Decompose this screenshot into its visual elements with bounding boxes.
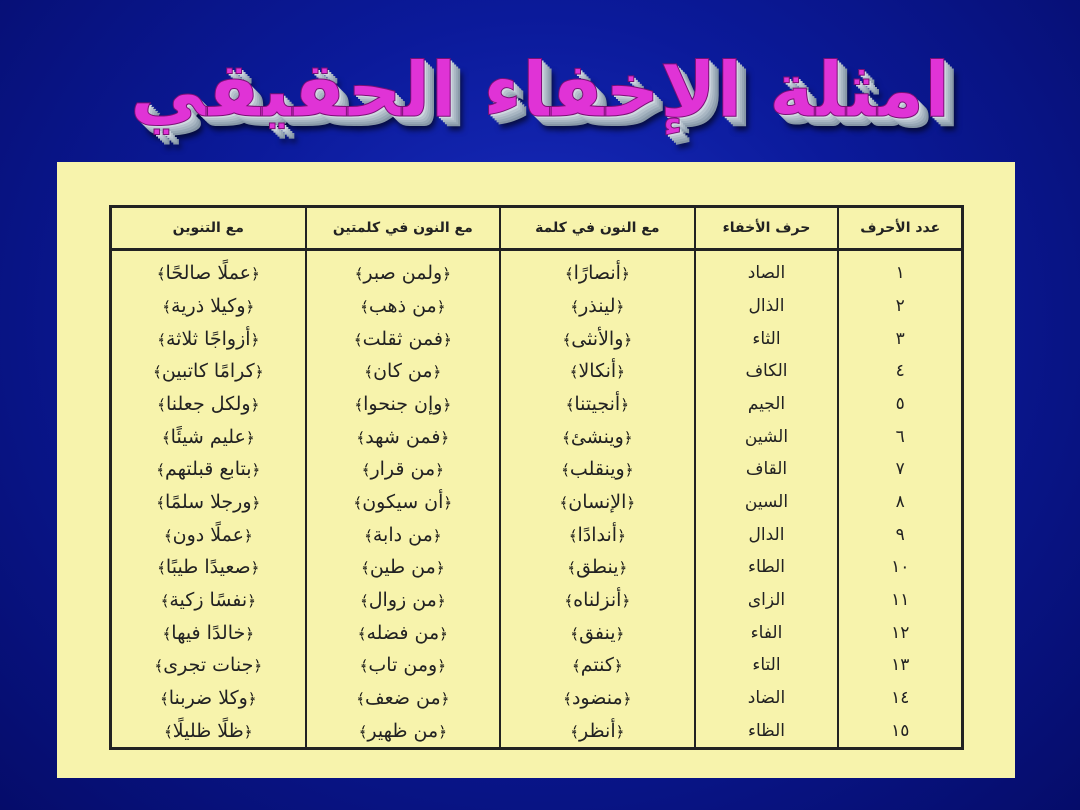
example-text: ظلًا ظليلًا bbox=[172, 719, 244, 742]
ikhfaa-letter: الطاء bbox=[695, 551, 839, 584]
ornate-bracket-icon: ﴿ bbox=[439, 624, 448, 643]
example-text: أندادًا bbox=[577, 523, 618, 546]
example-text: أنزلناه bbox=[573, 588, 622, 611]
ikhfaa-letter: الصاد bbox=[695, 250, 839, 290]
ornate-bracket-icon: ﴾ bbox=[162, 298, 172, 317]
row-number: ١٢ bbox=[838, 616, 962, 649]
ornate-bracket-icon: ﴾ bbox=[559, 493, 569, 512]
ornate-bracket-icon: ﴾ bbox=[570, 624, 580, 643]
ornate-bracket-icon: ﴿ bbox=[436, 591, 446, 610]
example-text: أزواجًا ثلاثة bbox=[165, 327, 251, 350]
header-noon-in-word: مع النون في كلمة bbox=[500, 207, 695, 250]
ornate-bracket-icon: ﴾ bbox=[354, 265, 364, 284]
example-text: ورجلا سلمًا bbox=[165, 490, 252, 513]
example-tanwin bbox=[111, 290, 306, 323]
row-number: ٦ bbox=[838, 420, 962, 453]
header-tanwin: مع التنوين bbox=[111, 207, 306, 250]
ornate-bracket-icon: ﴿ bbox=[615, 298, 625, 317]
example-text: من طين bbox=[369, 556, 436, 579]
row-number: ٤ bbox=[838, 355, 962, 388]
example-noon-in-word bbox=[500, 453, 695, 486]
ornate-bracket-icon: ﴿ bbox=[437, 657, 447, 676]
ikhfaa-letter: الضاد bbox=[695, 681, 839, 714]
ornate-bracket-icon: ﴿ bbox=[623, 428, 633, 447]
ornate-bracket-icon: ﴾ bbox=[569, 363, 579, 382]
row-number: ٣ bbox=[838, 322, 962, 355]
ornate-bracket-icon: ﴿ bbox=[616, 363, 625, 382]
ornate-bracket-icon: ﴿ bbox=[432, 526, 442, 545]
example-tanwin bbox=[111, 551, 306, 584]
ornate-bracket-icon: ﴾ bbox=[562, 330, 572, 349]
table-row bbox=[111, 388, 963, 421]
ornate-bracket-icon: ﴾ bbox=[156, 493, 166, 512]
ornate-bracket-icon: ﴿ bbox=[622, 689, 632, 708]
ornate-bracket-icon: ﴿ bbox=[245, 428, 255, 447]
ornate-bracket-icon: ﴾ bbox=[563, 689, 572, 708]
example-text: من ظهير bbox=[367, 719, 439, 742]
ornate-bracket-icon: ﴿ bbox=[253, 657, 263, 676]
ikhfaa-letter: الدال bbox=[695, 518, 839, 551]
ikhfaa-letter: التاء bbox=[695, 649, 839, 682]
ornate-bracket-icon: ﴿ bbox=[245, 298, 255, 317]
example-text: صعيدًا طيبًا bbox=[165, 556, 251, 579]
ornate-bracket-icon: ﴾ bbox=[561, 461, 570, 480]
example-tanwin bbox=[111, 453, 306, 486]
ornate-bracket-icon: ﴾ bbox=[565, 396, 575, 415]
example-noon-in-two-words bbox=[306, 681, 501, 714]
ornate-bracket-icon: ﴾ bbox=[571, 657, 581, 676]
ornate-bracket-icon: ﴾ bbox=[564, 265, 574, 284]
ornate-bracket-icon: ﴾ bbox=[157, 559, 166, 578]
row-number: ١ bbox=[838, 250, 962, 290]
table-header-row bbox=[111, 207, 963, 250]
row-number: ٢ bbox=[838, 290, 962, 323]
ornate-bracket-icon: ﴿ bbox=[254, 363, 264, 382]
example-text: من ضعف bbox=[364, 686, 441, 709]
example-noon-in-word bbox=[500, 388, 695, 421]
ornate-bracket-icon: ﴿ bbox=[243, 526, 253, 545]
ornate-bracket-icon: ﴾ bbox=[364, 363, 374, 382]
row-number: ١١ bbox=[838, 584, 962, 617]
example-text: أنصارًا bbox=[573, 262, 621, 285]
ornate-bracket-icon: ﴾ bbox=[353, 493, 363, 512]
ornate-bracket-icon: ﴾ bbox=[160, 591, 170, 610]
example-tanwin bbox=[111, 681, 306, 714]
table-row bbox=[111, 518, 963, 551]
ornate-bracket-icon: ﴿ bbox=[613, 657, 623, 676]
ornate-bracket-icon: ﴾ bbox=[357, 624, 367, 643]
ornate-bracket-icon: ﴿ bbox=[250, 559, 260, 578]
ornate-bracket-icon: ﴿ bbox=[617, 526, 626, 545]
ornate-bracket-icon: ﴿ bbox=[621, 591, 631, 610]
table-body bbox=[111, 250, 963, 749]
example-text: عليم شيئًا bbox=[170, 425, 246, 448]
ikhfaa-letter: السين bbox=[695, 486, 839, 519]
ornate-bracket-icon: ﴿ bbox=[442, 396, 452, 415]
header-noon-in-two-words: مع النون في كلمتين bbox=[306, 207, 501, 250]
example-text: من زوال bbox=[368, 588, 437, 611]
header-letter: حرف الأخفاء bbox=[695, 207, 839, 250]
example-tanwin bbox=[111, 250, 306, 290]
example-noon-in-word bbox=[500, 649, 695, 682]
example-text: وكلا ضربنا bbox=[168, 686, 248, 709]
ornate-bracket-icon: ﴿ bbox=[618, 559, 628, 578]
example-text: وإن جنحوا bbox=[363, 393, 443, 416]
example-text: ولمن صبر bbox=[363, 262, 443, 285]
ikhfaa-letter: الكاف bbox=[695, 355, 839, 388]
example-noon-in-word bbox=[500, 250, 695, 290]
example-text: أنجيتنا bbox=[574, 393, 621, 416]
example-text: أن سيكون bbox=[362, 490, 444, 513]
header-count: عدد الأحرف bbox=[838, 207, 962, 250]
ikhfaa-letter: الشين bbox=[695, 420, 839, 453]
example-tanwin bbox=[111, 322, 306, 355]
ornate-bracket-icon: ﴾ bbox=[163, 722, 173, 741]
ornate-bracket-icon: ﴿ bbox=[442, 265, 452, 284]
ornate-bracket-icon: ﴿ bbox=[247, 689, 257, 708]
row-number: ١٤ bbox=[838, 681, 962, 714]
ornate-bracket-icon: ﴾ bbox=[356, 689, 365, 708]
ikhfaa-letter: الزاى bbox=[695, 584, 839, 617]
table-row bbox=[111, 290, 963, 323]
example-text: كرامًا كاتبين bbox=[161, 360, 255, 383]
example-tanwin bbox=[111, 584, 306, 617]
table-row bbox=[111, 616, 963, 649]
ornate-bracket-icon: ﴾ bbox=[364, 526, 373, 545]
example-noon-in-word bbox=[500, 518, 695, 551]
example-tanwin bbox=[111, 518, 306, 551]
example-noon-in-two-words bbox=[306, 355, 501, 388]
ornate-bracket-icon: ﴾ bbox=[568, 526, 578, 545]
example-noon-in-word bbox=[500, 551, 695, 584]
example-text: والأنثى bbox=[571, 327, 624, 350]
example-text: عملًا دون bbox=[172, 523, 244, 546]
example-text: من فضله bbox=[366, 621, 440, 644]
ornate-bracket-icon: ﴾ bbox=[360, 298, 369, 317]
example-text: خالدًا فيها bbox=[171, 621, 246, 644]
example-noon-in-word bbox=[500, 584, 695, 617]
ornate-bracket-icon: ﴾ bbox=[163, 526, 173, 545]
example-tanwin bbox=[111, 388, 306, 421]
table-row bbox=[111, 355, 963, 388]
ikhfaa-letter: القاف bbox=[695, 453, 839, 486]
table-row bbox=[111, 420, 963, 453]
ornate-bracket-icon: ﴾ bbox=[156, 461, 166, 480]
example-noon-in-word bbox=[500, 714, 695, 748]
example-text: أنظر bbox=[578, 719, 616, 742]
ornate-bracket-icon: ﴾ bbox=[161, 428, 171, 447]
example-noon-in-two-words bbox=[306, 714, 501, 748]
example-text: أنكالا bbox=[578, 360, 617, 383]
ornate-bracket-icon: ﴿ bbox=[620, 265, 630, 284]
example-text: الإنسان bbox=[568, 490, 627, 513]
row-number: ٧ bbox=[838, 453, 962, 486]
ornate-bracket-icon: ﴾ bbox=[157, 330, 166, 349]
example-text: وينشئ bbox=[570, 425, 624, 448]
table-row bbox=[111, 551, 963, 584]
ornate-bracket-icon: ﴾ bbox=[567, 559, 577, 578]
example-noon-in-two-words bbox=[306, 616, 501, 649]
example-text: من كان bbox=[373, 360, 433, 383]
ornate-bracket-icon: ﴿ bbox=[436, 298, 446, 317]
ornate-bracket-icon: ﴿ bbox=[623, 330, 633, 349]
ornate-bracket-icon: ﴿ bbox=[443, 330, 452, 349]
ikhfaa-letter: الظاء bbox=[695, 714, 839, 748]
ornate-bracket-icon: ﴿ bbox=[247, 591, 256, 610]
example-noon-in-two-words bbox=[306, 388, 501, 421]
ornate-bracket-icon: ﴿ bbox=[435, 461, 444, 480]
example-noon-in-word bbox=[500, 616, 695, 649]
ikhfaa-table bbox=[109, 205, 964, 750]
ornate-bracket-icon: ﴾ bbox=[562, 428, 571, 447]
example-text: ومن تاب bbox=[368, 654, 438, 677]
ornate-bracket-icon: ﴿ bbox=[438, 722, 447, 741]
ornate-bracket-icon: ﴾ bbox=[157, 396, 166, 415]
ornate-bracket-icon: ﴿ bbox=[440, 689, 450, 708]
ornate-bracket-icon: ﴿ bbox=[432, 363, 442, 382]
row-number: ١٠ bbox=[838, 551, 962, 584]
ornate-bracket-icon: ﴾ bbox=[353, 330, 363, 349]
ornate-bracket-icon: ﴾ bbox=[154, 657, 164, 676]
ornate-bracket-icon: ﴿ bbox=[443, 493, 453, 512]
ornate-bracket-icon: ﴿ bbox=[624, 461, 634, 480]
example-noon-in-two-words bbox=[306, 250, 501, 290]
row-number: ١٣ bbox=[838, 649, 962, 682]
table-row bbox=[111, 681, 963, 714]
example-noon-in-two-words bbox=[306, 518, 501, 551]
example-noon-in-two-words bbox=[306, 649, 501, 682]
example-noon-in-two-words bbox=[306, 551, 501, 584]
ornate-bracket-icon: ﴿ bbox=[250, 330, 260, 349]
row-number: ٨ bbox=[838, 486, 962, 519]
example-noon-in-word bbox=[500, 322, 695, 355]
ornate-bracket-icon: ﴿ bbox=[440, 428, 450, 447]
ornate-bracket-icon: ﴿ bbox=[251, 265, 260, 284]
ornate-bracket-icon: ﴿ bbox=[615, 722, 625, 741]
example-text: جنات تجرى bbox=[163, 654, 254, 677]
example-tanwin bbox=[111, 649, 306, 682]
row-number: ٩ bbox=[838, 518, 962, 551]
ornate-bracket-icon: ﴿ bbox=[251, 493, 261, 512]
ornate-bracket-icon: ﴿ bbox=[620, 396, 630, 415]
example-noon-in-word bbox=[500, 486, 695, 519]
ornate-bracket-icon: ﴾ bbox=[159, 689, 169, 708]
ornate-bracket-icon: ﴾ bbox=[358, 722, 368, 741]
example-text: من ذهب bbox=[368, 295, 437, 318]
ornate-bracket-icon: ﴾ bbox=[570, 722, 579, 741]
example-text: بتابع قبلتهم bbox=[165, 458, 252, 481]
row-number: ٥ bbox=[838, 388, 962, 421]
example-text: ينطق bbox=[576, 556, 619, 579]
ornate-bracket-icon: ﴿ bbox=[245, 624, 255, 643]
example-text: ينفق bbox=[579, 621, 616, 644]
table-row bbox=[111, 714, 963, 748]
table-row bbox=[111, 649, 963, 682]
row-number: ١٥ bbox=[838, 714, 962, 748]
ornate-bracket-icon: ﴾ bbox=[359, 591, 369, 610]
example-text: نفسًا زكية bbox=[169, 588, 248, 611]
example-text: منضود bbox=[571, 686, 623, 709]
example-noon-in-two-words bbox=[306, 322, 501, 355]
ornate-bracket-icon: ﴾ bbox=[570, 298, 580, 317]
table-row bbox=[111, 584, 963, 617]
example-noon-in-word bbox=[500, 290, 695, 323]
example-tanwin bbox=[111, 616, 306, 649]
example-noon-in-two-words bbox=[306, 420, 501, 453]
example-text: لينذر bbox=[579, 295, 616, 318]
ornate-bracket-icon: ﴿ bbox=[250, 396, 260, 415]
example-noon-in-word bbox=[500, 355, 695, 388]
ornate-bracket-icon: ﴾ bbox=[564, 591, 574, 610]
example-noon-in-word bbox=[500, 681, 695, 714]
ikhfaa-letter: الثاء bbox=[695, 322, 839, 355]
table-row bbox=[111, 322, 963, 355]
ornate-bracket-icon: ﴾ bbox=[359, 657, 369, 676]
example-text: من دابة bbox=[372, 523, 433, 546]
example-text: كنتم bbox=[580, 654, 614, 677]
example-text: فمن شهد bbox=[365, 425, 441, 448]
table-row bbox=[111, 486, 963, 519]
example-noon-in-two-words bbox=[306, 290, 501, 323]
ornate-bracket-icon: ﴿ bbox=[626, 493, 636, 512]
example-noon-in-two-words bbox=[306, 453, 501, 486]
example-text: عملًا صالحًا bbox=[165, 262, 252, 285]
example-text: وكيلا ذرية bbox=[171, 295, 246, 318]
ornate-bracket-icon: ﴾ bbox=[361, 461, 371, 480]
ornate-bracket-icon: ﴾ bbox=[361, 559, 370, 578]
example-text: وينقلب bbox=[569, 458, 625, 481]
example-tanwin bbox=[111, 714, 306, 748]
ornate-bracket-icon: ﴾ bbox=[354, 396, 364, 415]
example-noon-in-two-words bbox=[306, 486, 501, 519]
example-noon-in-word bbox=[500, 420, 695, 453]
example-tanwin bbox=[111, 355, 306, 388]
ornate-bracket-icon: ﴾ bbox=[162, 624, 172, 643]
ornate-bracket-icon: ﴾ bbox=[156, 265, 166, 284]
example-tanwin bbox=[111, 486, 306, 519]
ornate-bracket-icon: ﴾ bbox=[153, 363, 162, 382]
slide-title: امثلة الإخفاء الحقيقي bbox=[129, 45, 951, 134]
example-noon-in-two-words bbox=[306, 584, 501, 617]
ornate-bracket-icon: ﴿ bbox=[615, 624, 625, 643]
ikhfaa-letter: الفاء bbox=[695, 616, 839, 649]
ikhfaa-letter: الجيم bbox=[695, 388, 839, 421]
table-row bbox=[111, 250, 963, 290]
ornate-bracket-icon: ﴿ bbox=[251, 461, 261, 480]
example-text: من قرار bbox=[370, 458, 436, 481]
ornate-bracket-icon: ﴿ bbox=[243, 722, 253, 741]
example-text: ولكل جعلنا bbox=[165, 393, 251, 416]
example-text: فمن ثقلت bbox=[362, 327, 444, 350]
ikhfaa-letter: الذال bbox=[695, 290, 839, 323]
ornate-bracket-icon: ﴿ bbox=[435, 559, 445, 578]
ornate-bracket-icon: ﴾ bbox=[356, 428, 366, 447]
table-panel bbox=[57, 162, 1015, 778]
table-row bbox=[111, 453, 963, 486]
example-tanwin bbox=[111, 420, 306, 453]
